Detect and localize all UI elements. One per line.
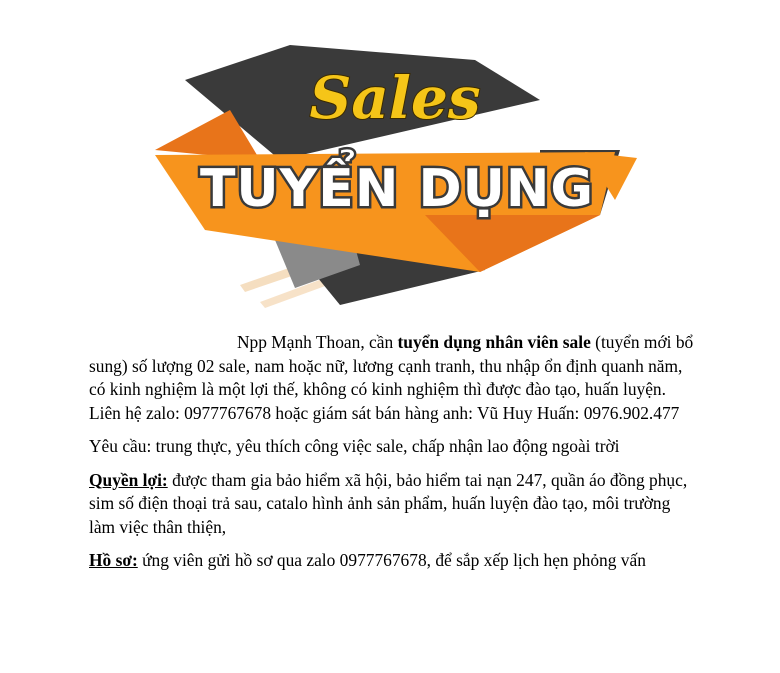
banner-script-word: Sales (309, 64, 481, 132)
intro-paragraph (89, 331, 699, 425)
application-paragraph (89, 549, 699, 573)
intro-rest: (tuyển mới bổ sung) số lượng 02 sale, nam hoặc nữ, lương cạnh tranh, thu nhập ổn định quanh năm, có kinh nghiệm là một lợi thế, không có kinh nghiệm thì được đào tạo, huấn luyện. Liên hệ zalo: 0977767678 hoặc giám sát bán hàng anh: Vũ Huy Huấn: 0976.902.477 (89, 332, 694, 423)
benefits-label: Quyền lợi: (89, 469, 168, 490)
requirements-paragraph: Yêu cầu: trung thực, yêu thích công việc sale, chấp nhận lao động ngoài trời (89, 436, 620, 456)
benefits-paragraph (89, 469, 699, 540)
intro-highlight: tuyển dụng nhân viên sale (397, 332, 591, 352)
application-label: Hồ sơ: (89, 550, 138, 570)
banner-headline: TUYỂN DỤNG (199, 159, 595, 219)
intro-lead: Npp Mạnh Thoan, cần (237, 332, 398, 352)
job-posting-body (89, 331, 699, 583)
benefits-text: được tham gia bảo hiểm xã hội, bảo hiểm tai nạn 247, quần áo đồng phục, sim số điện thoại trả sau, catalo hình ảnh sản phẩm, huấn luyện đào tạo, môi trường làm việc thân thiện, (89, 469, 688, 537)
application-text: ứng viên gửi hồ sơ qua zalo 0977767678, để sắp xếp lịch hẹn phỏng vấn (137, 550, 646, 570)
recruitment-banner (145, 40, 645, 315)
banner-graphic (145, 40, 645, 315)
